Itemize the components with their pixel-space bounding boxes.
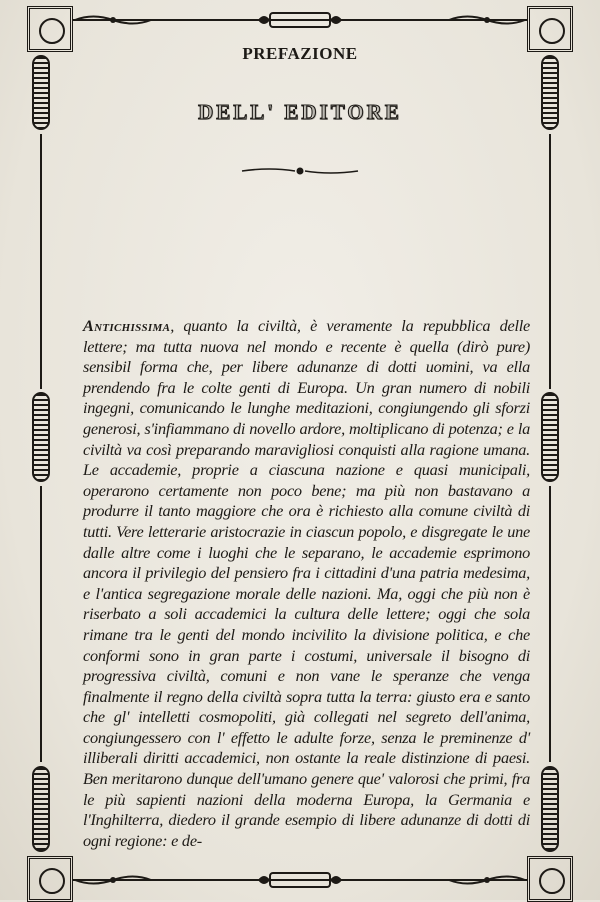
cartouche-ornament-bottom (256, 870, 344, 890)
corner-ornament-bottom-left (27, 856, 73, 902)
scroll-ornament-bottom-left (73, 873, 153, 887)
page-title: PREFAZIONE (242, 44, 358, 63)
corner-ornament-bottom-right (527, 856, 573, 902)
stem-ornament-right-bottom (541, 766, 559, 852)
scroll-ornament-bottom-right (447, 873, 527, 887)
stem-ornament-left-bottom (32, 766, 50, 852)
pendant-ornament-left (32, 392, 50, 482)
body-lead-word: Antichissima (83, 316, 171, 335)
scroll-ornament-top-right (447, 13, 527, 27)
preface-body-text (83, 316, 530, 851)
bleed-through-texture (80, 58, 540, 298)
body-paragraph: , quanto la civiltà, è veramente la repubblica delle lettere; ma tutta nuova nel mondo e recente è quella (dirò pure) sensibil forma che, per libere adunanze di dotti uomini, va ella prendendo fra le colte genti di Europa. Un gran numero di nobili ingegni, comunicando le lunghe meditazioni, congiungendo gli sforzi generosi, s'infiammano di novello ardore, moltiplicano di potenza; e la civiltà va così preparando maravigliosi conquisti alla ragione umana. Le accademie, proprie a ciascuna nazione e quasi municipali, operarono certamente non poco bene; ma più non bastavano a produrre il tanto maggiore che ora è richiesto alla comune civiltà di tutti. Vere letterarie aristocrazie in ciascun popolo, e disgregate le une dalle altre come i luoghi che le separano, le accademie esprimono ancora il privilegio del pensiero fra i cittadini d'una patria medesima, e l'antica segregazione morale delle nazioni. Ma, oggi che più non è riserbato a soli accademici la cultura delle lettere; oggi che sola rimane tra le genti del mondo incivilito la divisione politica, e che conformi sono in gran parte i costumi, universale il bisogno di progressiva civiltà, comuni e non vane le speranze che venga finalmente il regno della civiltà sopra tutta la terra: giusto era e santo che gl' intelletti cosmopoliti, già collegati nel segreto dell'anima, congiungessero con l' effetto le adulte forze, senza le preminenze d' illiberali diritti accademici, non ostante la reale distinzione di paesi. Ben meritarono dunque dell'umano genere que' valorosi che primi, fra le più sapienti nazioni della moderna Europa, la Germania e l'Inghilterra, diedero il grande esempio di libere adunanze di dotti di ogni regione: e de- (83, 316, 530, 850)
divider-ornament (240, 166, 360, 176)
scroll-ornament-top-left (73, 13, 153, 27)
page-subtitle: DELL' EDITORE (198, 100, 402, 124)
cartouche-ornament-top (256, 10, 344, 30)
pendant-ornament-right (541, 392, 559, 482)
